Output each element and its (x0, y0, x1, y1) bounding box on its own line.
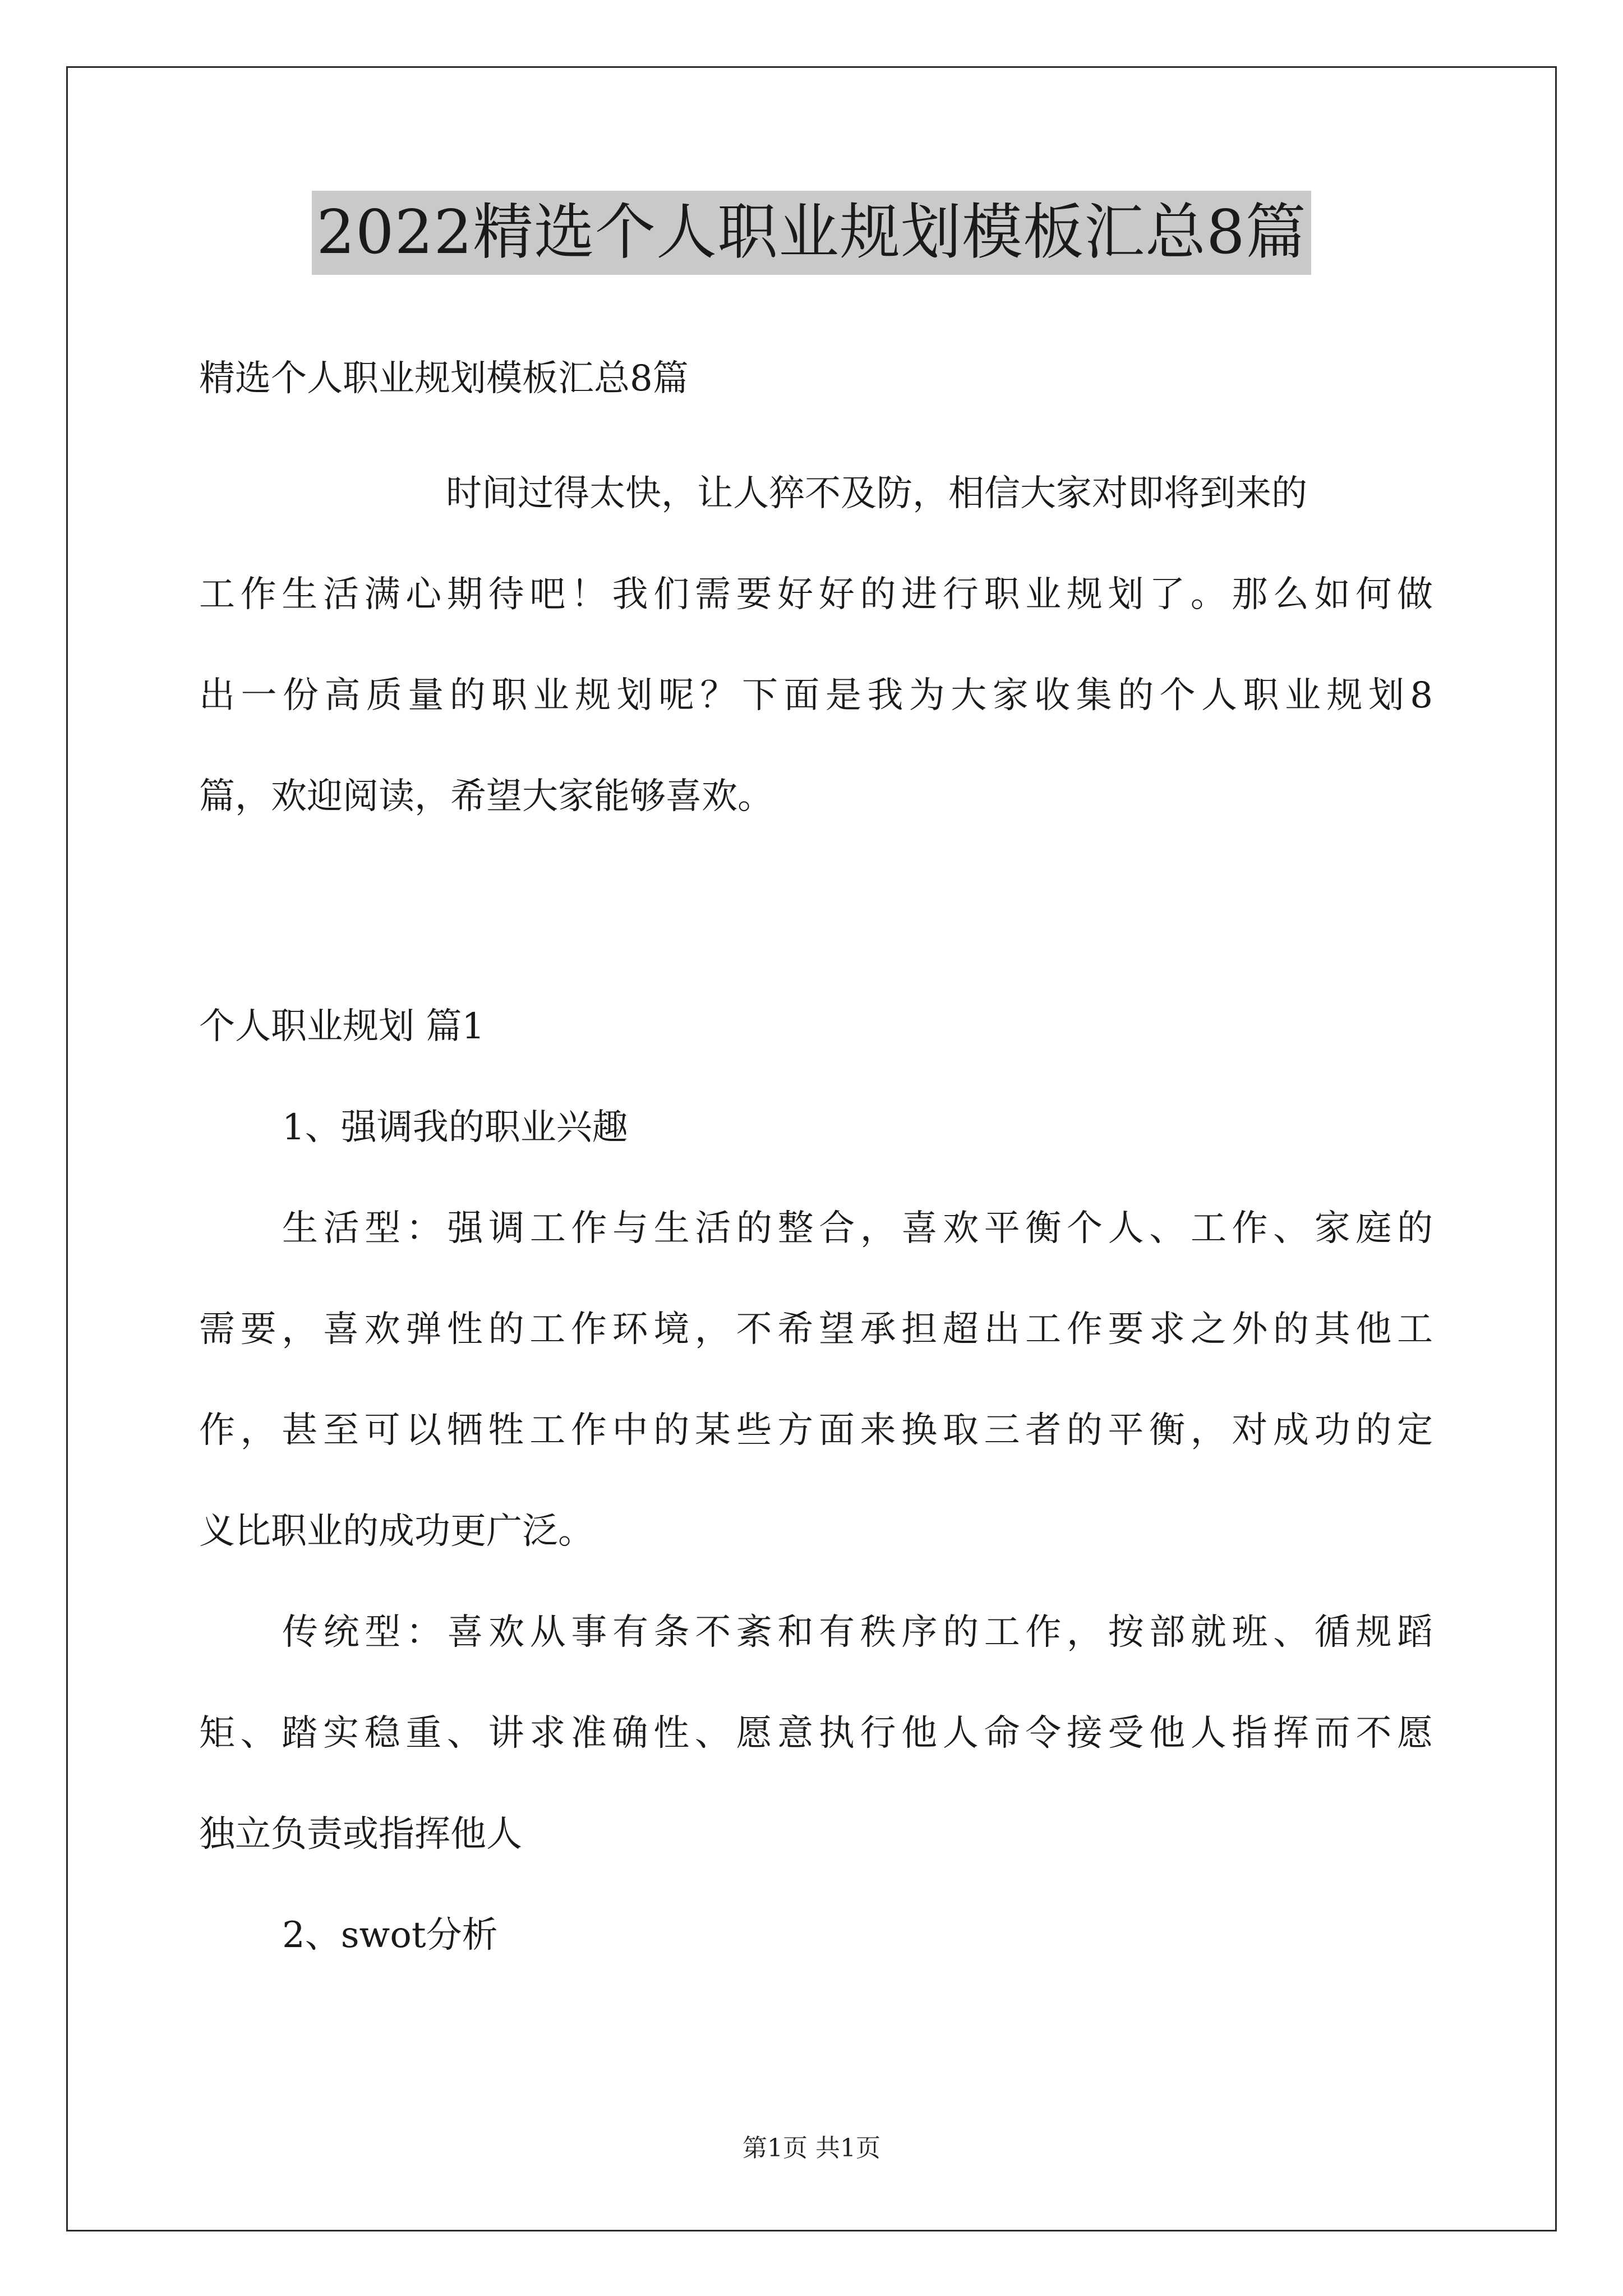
paragraph-line: 需要，喜欢弹性的工作环境，不希望承担超出工作要求之外的其他工 (199, 1309, 1433, 1350)
page-footer: 第1页 共1页 (743, 2134, 880, 2162)
title-container (0, 191, 1623, 275)
paragraph-line: 矩、踏实稳重、讲求准确性、愿意执行他人命令接受他人指挥而不愿 (199, 1713, 1433, 1754)
section-heading: 个人职业规划 篇1 (199, 1006, 485, 1047)
document-title: 2022精选个人职业规划模板汇总8篇 (312, 191, 1311, 275)
intro-line: 篇，欢迎阅读，希望大家能够喜欢。 (199, 776, 773, 817)
paragraph-line: 传统型：喜欢从事有条不紊和有秩序的工作，按部就班、循规蹈 (282, 1612, 1433, 1653)
intro-line: 工作生活满心期待吧！我们需要好好的进行职业规划了。那么如何做 (199, 574, 1433, 615)
item2-heading: 2、swot分析 (282, 1915, 498, 1956)
document-subtitle: 精选个人职业规划模板汇总8篇 (199, 358, 689, 399)
paragraph-line: 作，甚至可以牺牲工作中的某些方面来换取三者的平衡，对成功的定 (199, 1410, 1433, 1451)
paragraph-line: 生活型：强调工作与生活的整合，喜欢平衡个人、工作、家庭的 (282, 1208, 1433, 1249)
intro-line: 出一份高质量的职业规划呢？下面是我为大家收集的个人职业规划8 (199, 675, 1433, 716)
item1-heading: 1、强调我的职业兴趣 (282, 1107, 628, 1148)
traditional-paragraph (199, 1582, 1433, 1885)
intro-line: 时间过得太快，让人猝不及防，相信大家对即将到来的 (446, 473, 1307, 514)
paragraph-line: 独立负责或指挥他人 (199, 1814, 522, 1855)
paragraph-line: 义比职业的成功更广泛。 (199, 1511, 594, 1552)
intro-paragraph (199, 443, 1433, 847)
lifestyle-paragraph (199, 1178, 1433, 1582)
